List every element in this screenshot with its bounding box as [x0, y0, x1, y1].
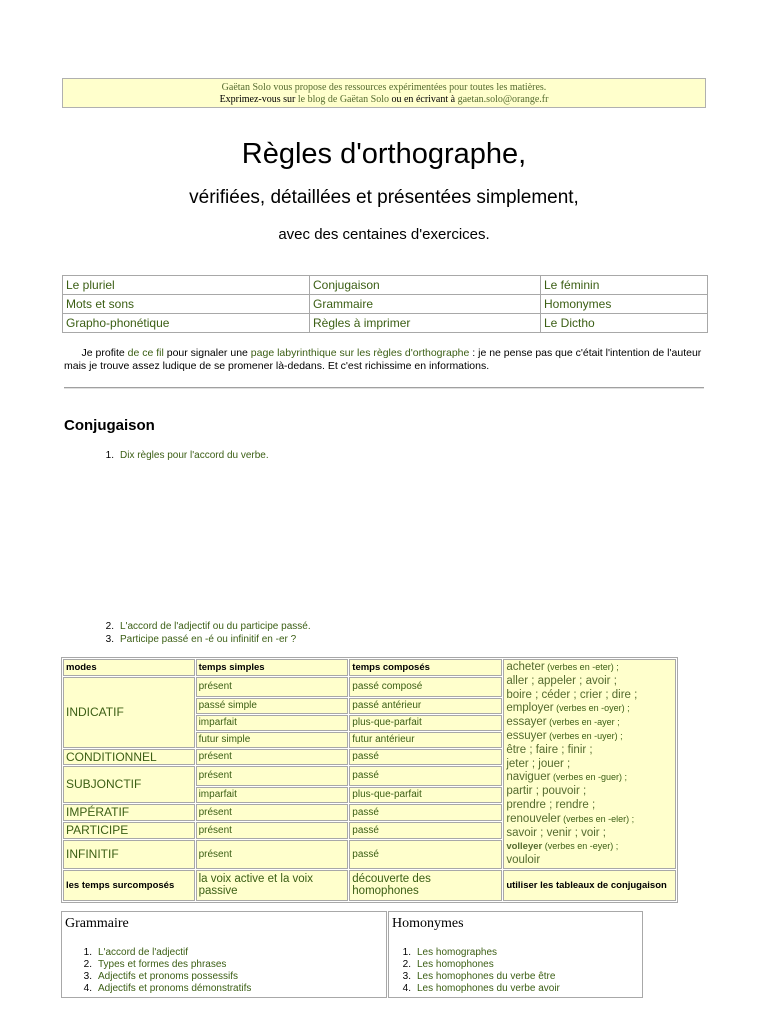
verb-list-cell	[503, 659, 676, 869]
tableaux-conjugaison-link[interactable]: utiliser les tableaux de conjugaison	[503, 870, 676, 901]
verb-line	[506, 661, 673, 675]
list-number: 1.	[402, 947, 411, 958]
verb-link[interactable]: être ; faire ; finir ;	[506, 743, 593, 756]
list-item	[74, 971, 251, 983]
tense-link[interactable]: passé	[349, 766, 502, 786]
list-item	[96, 449, 269, 462]
tense-link[interactable]: passé composé	[349, 677, 502, 697]
verb-link[interactable]: aller ; appeler ; avoir ;	[506, 674, 617, 687]
verb-note: (verbes en -eter) ;	[544, 662, 619, 672]
banner-line-2	[63, 94, 705, 106]
nav-link-homonymes[interactable]: Homonymes	[541, 295, 708, 314]
accord-adjectif-participe-link[interactable]: L'accord de l'adjectif ou du participe passé.	[120, 621, 311, 632]
site-banner	[62, 78, 706, 108]
grammaire-link[interactable]: L'accord de l'adjectif	[98, 947, 188, 958]
tense-link[interactable]: futur antérieur	[349, 732, 502, 748]
page-subtitle-2: avec des centaines d'exercices.	[278, 226, 490, 243]
verb-line	[506, 716, 673, 730]
mode-indicatif[interactable]: INDICATIF	[63, 677, 195, 748]
homonymes-link[interactable]: Les homophones du verbe être	[417, 971, 556, 982]
tense-link[interactable]: futur simple	[196, 732, 349, 748]
tense-link[interactable]: passé simple	[196, 698, 349, 714]
intro-paragraph	[64, 347, 706, 373]
verb-note: (verbes en -eyer) ;	[542, 841, 619, 852]
verb-line	[506, 771, 673, 785]
email-link[interactable]: gaetan.solo@orange.fr	[457, 94, 549, 105]
list-number: 4.	[83, 983, 92, 994]
header-temps-composes: temps composés	[349, 659, 502, 676]
verb-link[interactable]: volleyer	[506, 841, 543, 853]
list-item	[393, 959, 560, 971]
page-title: Règles d'orthographe,	[241, 138, 527, 170]
verb-line	[506, 799, 673, 813]
verb-link[interactable]: prendre ; rendre ;	[506, 798, 596, 811]
tense-link[interactable]: plus-que-parfait	[349, 715, 502, 731]
list-number: 1.	[105, 450, 114, 461]
verb-line	[506, 702, 673, 716]
mode-imperatif[interactable]: IMPÉRATIF	[63, 804, 195, 821]
conjugaison-heading: Conjugaison	[64, 417, 155, 434]
list-number: 3.	[105, 634, 114, 645]
list-item	[74, 947, 251, 959]
list-item	[96, 620, 311, 633]
verb-link[interactable]: vouloir	[506, 854, 541, 867]
nav-link-conjugaison[interactable]: Conjugaison	[310, 276, 541, 295]
conjugaison-list-2	[96, 620, 311, 646]
list-number: 1.	[83, 947, 92, 958]
verb-link[interactable]: partir ; pouvoir ;	[506, 785, 587, 798]
verb-line	[506, 744, 673, 758]
nav-link-pluriel[interactable]: Le pluriel	[63, 276, 310, 295]
tense-link[interactable]: passé	[349, 804, 502, 821]
nav-link-grapho-phonetique[interactable]: Grapho-phonétique	[63, 314, 310, 333]
verb-link[interactable]: boire ; céder ; crier ; dire ;	[506, 688, 638, 701]
list-number: 2.	[402, 959, 411, 970]
list-item	[74, 959, 251, 971]
blog-link[interactable]: le blog de Gaëtan Solo	[297, 94, 389, 105]
voix-active-passive-link[interactable]: la voix active et la voix passive	[196, 870, 349, 901]
tense-link[interactable]: passé	[349, 822, 502, 839]
header-temps-simples: temps simples	[196, 659, 349, 676]
homonymes-list	[393, 947, 560, 995]
nav-link-regles-imprimer[interactable]: Règles à imprimer	[310, 314, 541, 333]
grammaire-link[interactable]: Adjectifs et pronoms possessifs	[98, 971, 239, 982]
verb-line	[506, 840, 673, 854]
verb-link[interactable]: renouveler	[506, 812, 561, 825]
list-item	[393, 947, 560, 959]
mode-subjonctif[interactable]: SUBJONCTIF	[63, 766, 195, 803]
accord-verbe-link[interactable]: Dix règles pour l'accord du verbe.	[120, 450, 269, 461]
tense-link[interactable]: présent	[196, 749, 349, 765]
homonymes-link[interactable]: Les homophones du verbe avoir	[417, 983, 560, 994]
tense-link[interactable]: passé antérieur	[349, 698, 502, 714]
grammaire-box	[61, 911, 387, 998]
topic-nav-table	[62, 275, 708, 333]
verb-line	[506, 785, 673, 799]
nav-link-mots-et-sons[interactable]: Mots et sons	[63, 295, 310, 314]
verb-link[interactable]: essuyer	[506, 729, 547, 742]
verb-line	[506, 758, 673, 772]
mode-participe[interactable]: PARTICIPE	[63, 822, 195, 839]
grammaire-list	[74, 947, 251, 995]
verb-line	[506, 813, 673, 827]
verb-list	[506, 661, 673, 868]
intro-text-3: : je ne pense pas que c'était l'intention de l'auteur mais je trouve assez ludique de se promener là-dedans. Et c'est richissime en informations.	[64, 347, 702, 372]
list-number: 2.	[105, 621, 114, 632]
tense-link[interactable]: passé	[349, 749, 502, 765]
banner-write: écrivant à	[415, 94, 456, 105]
verb-link[interactable]: naviguer	[506, 771, 551, 784]
page-subtitle: vérifiées, détaillées et présentées simplement,	[189, 187, 579, 208]
nav-link-grammaire[interactable]: Grammaire	[310, 295, 541, 314]
tense-link[interactable]: présent	[196, 822, 349, 839]
tense-link[interactable]: présent	[196, 677, 349, 697]
verb-note: (verbes en -eler) ;	[560, 813, 635, 824]
banner-prefix: Exprimez-vous sur	[219, 94, 298, 105]
tense-link[interactable]: présent	[196, 804, 349, 821]
verb-note: (verbes en -oyer) ;	[553, 703, 630, 714]
list-item	[393, 983, 560, 995]
verb-line	[506, 675, 673, 689]
verb-link[interactable]: essayer	[506, 716, 547, 729]
verb-line	[506, 689, 673, 703]
verb-link[interactable]: employer	[506, 702, 554, 715]
verb-note: (verbes en -guer) ;	[550, 772, 627, 783]
homonymes-link[interactable]: Les homographes	[417, 947, 498, 958]
tense-link[interactable]: passé	[349, 840, 502, 869]
homonymes-heading: Homonymes	[392, 916, 464, 931]
list-number: 2.	[83, 959, 92, 970]
conjugation-table	[61, 657, 678, 903]
verb-line	[506, 730, 673, 744]
banner-mid: ou en	[388, 94, 416, 105]
temps-surcomposes-link[interactable]: les temps surcomposés	[63, 870, 195, 901]
header-modes: modes	[63, 659, 195, 676]
participe-infinitif-link[interactable]: Participe passé en -é ou infinitif en -er ?	[120, 634, 297, 645]
decouverte-homophones-link[interactable]: découverte des homophones	[349, 870, 502, 901]
tense-link[interactable]: présent	[196, 840, 349, 869]
tense-link[interactable]: présent	[196, 766, 349, 786]
verb-note: (verbes en -uyer) ;	[546, 730, 623, 741]
forum-thread-link[interactable]: de ce fil	[127, 347, 164, 359]
homonymes-box	[388, 911, 643, 998]
verb-line	[506, 827, 673, 841]
intro-text-1: Je profite	[81, 347, 128, 359]
list-item	[96, 633, 311, 646]
list-number: 4.	[402, 983, 411, 994]
conjugaison-list-1	[96, 449, 269, 462]
intro-text-2: pour signaler une	[163, 347, 251, 359]
labyrinth-page-link[interactable]: page labyrinthique sur les règles d'orthographe	[250, 347, 470, 359]
list-item	[74, 983, 251, 995]
verb-line	[506, 854, 673, 868]
homonymes-link[interactable]: Les homophones	[417, 959, 494, 970]
nav-link-feminin[interactable]: Le féminin	[541, 276, 708, 295]
mode-infinitif[interactable]: INFINITIF	[63, 840, 195, 869]
divider	[64, 387, 704, 389]
tense-link[interactable]: imparfait	[196, 787, 349, 803]
nav-link-dictho[interactable]: Le Dictho	[541, 314, 708, 333]
verb-link[interactable]: jeter ; jouer ;	[506, 757, 571, 770]
verb-note: (verbes en -ayer ;	[546, 717, 620, 728]
grammaire-link[interactable]: Types et formes des phrases	[98, 959, 227, 970]
grammaire-heading: Grammaire	[65, 916, 129, 931]
list-item	[393, 971, 560, 983]
mode-conditionnel[interactable]: CONDITIONNEL	[63, 749, 195, 765]
grammaire-link[interactable]: Adjectifs et pronoms démonstratifs	[98, 983, 252, 994]
list-number: 3.	[83, 971, 92, 982]
tense-link[interactable]: plus-que-parfait	[349, 787, 502, 803]
banner-line-1: Gaëtan Solo vous propose des ressources expérimentées pour toutes les matières.	[221, 82, 547, 93]
verb-link[interactable]: acheter	[506, 661, 545, 673]
verb-link[interactable]: savoir ; venir ; voir ;	[506, 826, 607, 839]
list-number: 3.	[402, 971, 411, 982]
tense-link[interactable]: imparfait	[196, 715, 349, 731]
